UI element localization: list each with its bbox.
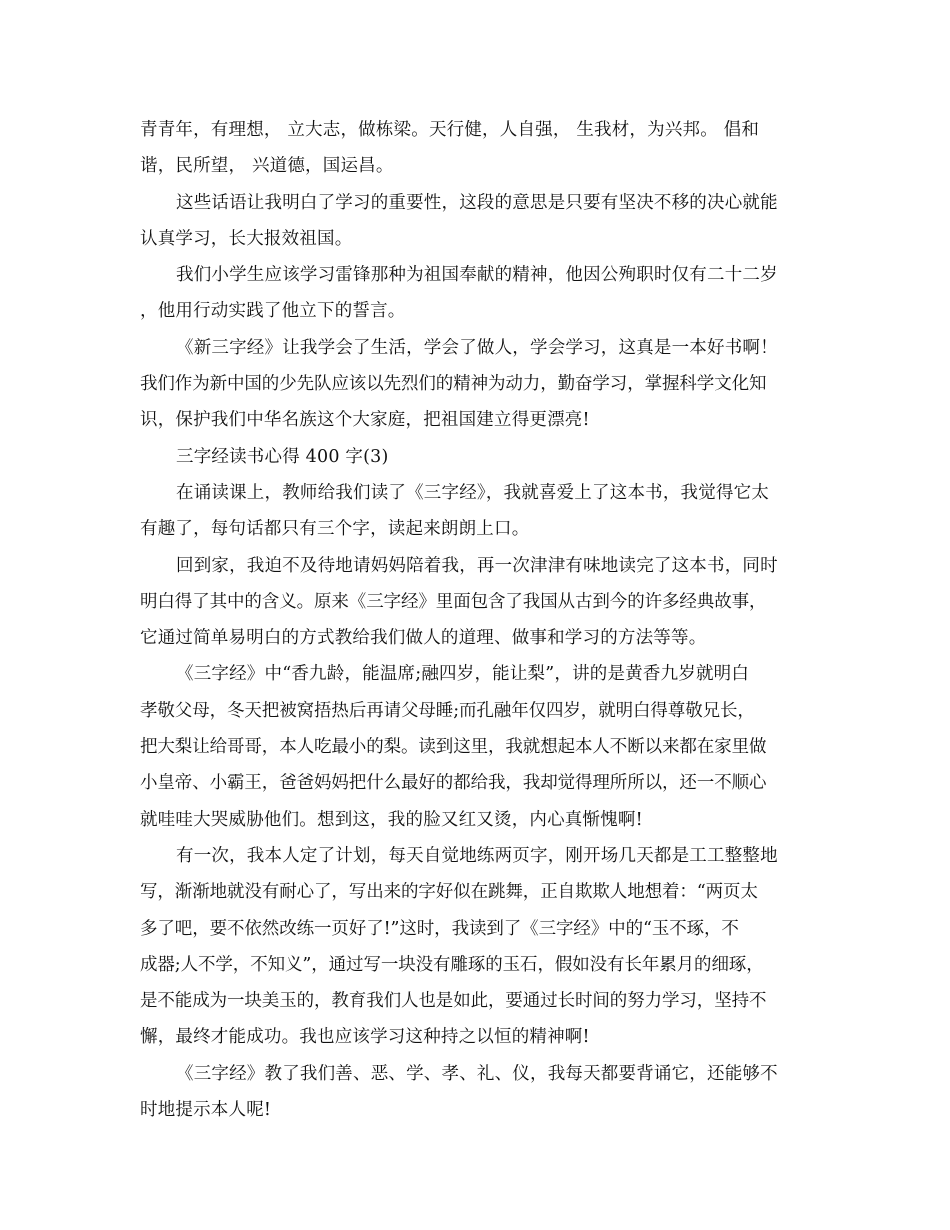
text-line: 多了吧，要不依然改练一页好了!”这时，我读到了《三字经》中的“玉不琢，不 bbox=[140, 918, 739, 939]
paragraph-first-line: 在诵读课上，教师给我们读了《三字经》，我就喜爱上了这本书，我觉得它太 bbox=[176, 482, 770, 503]
paragraph-first-line: 回到家，我迫不及待地请妈妈陪着我，再一次津津有味地读完了这本书，同时 bbox=[176, 555, 778, 576]
text-line: 谐，民所望， 兴道德，国运昌。 bbox=[140, 156, 394, 177]
text-line: 明白得了其中的含义。原来《三字经》里面包含了我国从古到今的许多经典故事， bbox=[140, 591, 767, 612]
text-line: 认真学习，长大报效祖国。 bbox=[140, 228, 353, 249]
text-line: 写，渐渐地就没有耐心了，写出来的字好似在跳舞，正自欺欺人地想着：“两页太 bbox=[140, 882, 758, 903]
text-line: 它通过简单易明白的方式教给我们做人的道理、做事和学习的方法等等。 bbox=[140, 628, 707, 649]
text-line: 是不能成为一块美玉的，教育我们人也是如此，要通过长时间的努力学习，坚持不 bbox=[140, 991, 767, 1012]
paragraph-first-line: 有一次，我本人定了计划，每天自觉地练两页字，刚开场几天都是工工整整地 bbox=[176, 845, 778, 866]
paragraph-first-line: 我们小学生应该学习雷锋那种为祖国奉献的精神，他因公殉职时仅有二十二岁 bbox=[176, 265, 778, 286]
text-line: 有趣了，每句话都只有三个字，读起来朗朗上口。 bbox=[140, 519, 530, 540]
text-line: 我们作为新中国的少先队应该以先烈们的精神为动力，勤奋学习，掌握科学文化知 bbox=[140, 374, 767, 395]
text-line: ，他用行动实践了他立下的誓言。 bbox=[140, 301, 406, 322]
text-line: 时地提示本人呢! bbox=[140, 1100, 272, 1121]
paragraph-first-line: 《三字经》中“香九龄，能温席;融四岁，能让梨”，讲的是黄香九岁就明白 bbox=[176, 664, 750, 685]
text-line: 小皇帝、小霸王，爸爸妈妈把什么最好的都给我，我却觉得理所所以，还一不顺心 bbox=[140, 773, 767, 794]
paragraph-first-line: 《新三字经》让我学会了生活，学会了做人，学会学习，这真是一本好书啊！ bbox=[176, 337, 778, 358]
text-line: 青青年，有理想， 立大志，做栋梁。天行健，人自强， 生我材，为兴邦。 倡和 bbox=[140, 120, 760, 140]
section-heading: 三字经读书心得 400 字(3) bbox=[176, 446, 389, 467]
text-line: 把大梨让给哥哥，本人吃最小的梨。读到这里，我就想起本人不断以来都在家里做 bbox=[140, 737, 767, 758]
text-line: 懈，最终才能成功。我也应该学习这种持之以恒的精神啊! bbox=[140, 1027, 590, 1048]
text-line: 就哇哇大哭威胁他们。想到这，我的脸又红又烫，内心真惭愧啊! bbox=[140, 809, 643, 830]
document-body bbox=[140, 112, 812, 1128]
text-line: 孝敬父母，冬天把被窝捂热后再请父母睡;而孔融年仅四岁，就明白得尊敬兄长， bbox=[140, 700, 755, 721]
paragraph-first-line: 《三字经》教了我们善、恶、学、孝、礼、仪，我每天都要背诵它，还能够不 bbox=[176, 1063, 778, 1084]
text-line: 识，保护我们中华名族这个大家庭，把祖国建立得更漂亮! bbox=[140, 410, 590, 431]
text-line: 成器;人不学，不知义”，通过写一块没有雕琢的玉石，假如没有长年累月的细琢， bbox=[140, 954, 764, 975]
paragraph-first-line: 这些话语让我明白了学习的重要性，这段的意思是只要有坚决不移的决心就能 bbox=[176, 192, 778, 213]
